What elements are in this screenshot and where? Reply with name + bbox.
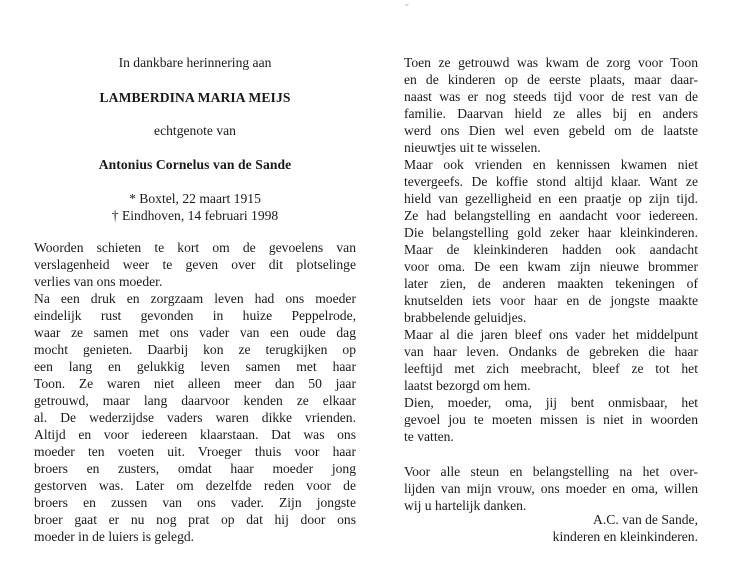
right-text-line: knutselden iets voor haar en de jongste maakte [404, 293, 698, 308]
right-text-line: leeftijd met zich meebracht, bleef ze tot het [404, 361, 698, 376]
left-text-line: waar ze samen met ons vader van een oude dag [34, 325, 356, 340]
intro-text: In dankbare herinnering aan [118, 55, 272, 70]
right-text-line: voor oma. De een kwam zijn nieuwe brommer [404, 259, 698, 274]
thanks-line: lijden van mijn vrouw, ons moeder en oma, willen [404, 481, 698, 496]
thanks-line: Voor alle steun en belangstelling na het over- [404, 464, 698, 479]
left-text-line: een lang en gelukkig leven samen met haar [34, 359, 356, 374]
right-text-line: familie. Daarvan hield ze alles bij en anders [404, 106, 698, 121]
signature-name: A.C. van de Sande, [593, 512, 698, 527]
left-text-line: moeder in de luiers is gelegd. [34, 529, 195, 544]
right-text-line: en de kinderen op de eerste plaats, maar daar- [404, 72, 698, 87]
right-text-line: Ze had belangstelling en aandacht voor iedereen. [404, 208, 698, 223]
spouse-name: Antonius Cornelus van de Sande [98, 157, 292, 172]
right-text-line: tevergeefs. De koffie stond altijd klaar. Want ze [404, 174, 698, 189]
right-text-line: Maar de kleinkinderen hadden ook aandacht [404, 242, 698, 257]
left-text-line: Na een druk en zorgzaam leven had ons moeder [34, 291, 356, 306]
right-text-line: brabbelende geluidjes. [404, 310, 527, 325]
left-text-line: Toon. Ze waren niet alleen meer dan 50 jaar [34, 376, 356, 391]
right-text-line: Die belangstelling gold zeker haar kleinkinderen. [404, 225, 698, 240]
right-text-line: van haar leven. Ondanks de gebreken die haar [404, 344, 698, 359]
right-text-line: werd ons Dien wel even gebeld om de laatste [404, 123, 698, 138]
right-text-line: gevoel jou te moeten missen is niet in woorden [404, 412, 698, 427]
right-text-line: Dien, moeder, oma, jij bent onmisbaar, het [404, 395, 698, 410]
relation-text: echtgenote van [154, 123, 236, 138]
deceased-name: LAMBERDINA MARIA MEIJS [99, 90, 291, 105]
right-text-line: hield van gezelligheid en een praatje op zijn tijd. [404, 191, 698, 206]
right-text-line: Toen ze getrouwd was kwam de zorg voor Toon [404, 55, 698, 70]
left-text-line: verlies van ons moeder. [34, 274, 163, 289]
left-text-line: eindelijk rust gevonden in huize Peppelrode, [34, 308, 356, 323]
left-text-line: broers en zussen van ons vader. Zijn jongste [34, 495, 356, 510]
right-text-line: nieuwtjes uit te wisselen. [404, 140, 541, 155]
left-text-line: Altijd en voor iedereen klaarstaan. Dat was ons [34, 427, 356, 442]
thanks-line: wij u hartelijk danken. [404, 498, 527, 513]
left-text-line: verslagenheid weer te geven over dit plotselinge [34, 257, 356, 272]
left-text-line: mocht genieten. Daarbij kon ze terugkijken op [34, 342, 356, 357]
fold-mark: ⌄ [403, 0, 411, 8]
left-text-line: moeder ten voeten uit. Vroeger thuis voor haar [34, 444, 356, 459]
right-text-line: naast was er nog steeds tijd voor de rest van de [404, 89, 698, 104]
left-text-line: broers en zusters, omdat haar moeder jong [34, 461, 356, 476]
right-text-line: later zien, de anderen maakten tekeningen of [404, 276, 698, 291]
left-text-line: gestorven was. Later om dezelfde reden voor de [34, 478, 356, 493]
left-text-line: broer gaat er nu nog prat op dat hij door ons [34, 512, 356, 527]
right-text-line: Maar al die jaren bleef ons vader het middelpunt [404, 327, 698, 342]
right-text-line: te vatten. [404, 429, 454, 444]
death-line: † Eindhoven, 14 februari 1998 [111, 208, 279, 223]
right-text-line: Maar ook vrienden en kennissen kwamen niet [404, 157, 698, 172]
left-text-line: getrouwd, maar lang daarvoor kenden ze elkaar [34, 393, 356, 408]
signature-family: kinderen en kleinkinderen. [552, 529, 698, 544]
right-text-line: laatst bezorgd om hem. [404, 378, 531, 393]
birth-line: * Boxtel, 22 maart 1915 [129, 191, 261, 206]
left-text-line: Woorden schieten te kort om de gevoelens van [34, 240, 356, 255]
left-text-line: al. De wederzijdse vaders waren dikke vrienden. [34, 410, 356, 425]
